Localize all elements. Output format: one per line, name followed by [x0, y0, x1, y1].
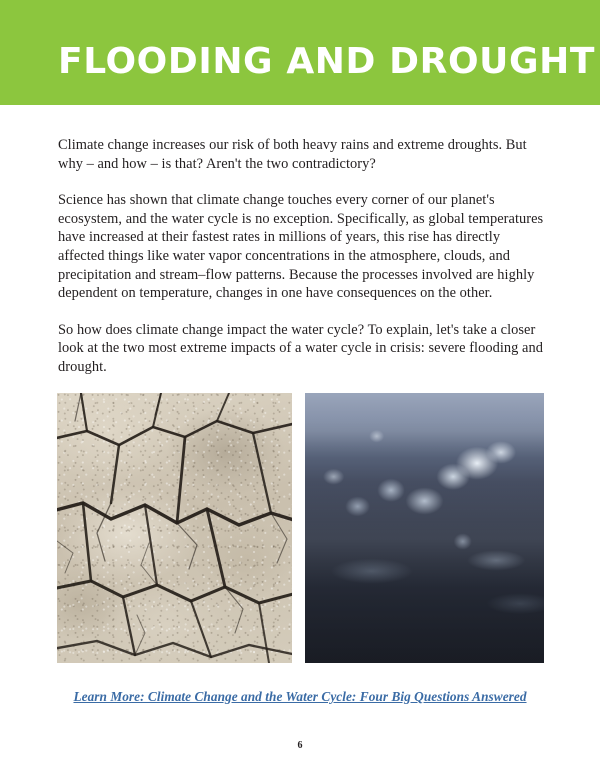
paragraph-intro: Climate change increases our risk of both heavy rains and extreme droughts. But why – and how – is that? Aren't the two contradictory? [58, 137, 527, 172]
learn-more-row [0, 688, 600, 706]
drought-photo-surface [57, 393, 292, 663]
drought-photo [57, 393, 292, 663]
paragraph-impacts: So how does climate change impact the water cycle? To explain, let's take a closer look at the two most extreme impacts of a water cycle in crisis: severe flooding and drought. [58, 321, 543, 375]
flood-photo [305, 393, 544, 663]
figure-row [57, 393, 544, 663]
page-title: FLOODING AND DROUGHT [58, 41, 596, 82]
flood-photo-surface [305, 393, 544, 663]
page-number: 6 [297, 740, 303, 751]
header-band [0, 0, 600, 105]
paragraph-science: Science has shown that climate change touches every corner of our planet's ecosystem, and the water cycle is no exception. Specifically, as global temperatures have increased at their fastest rates in millions of years, this rise has directly affected things like water vapor concentrations in the atmosphere, clouds, and precipitation and stream–flow patterns. Because the processes involved are highly dependent on temperature, changes in one have consequences on the other. [58, 192, 544, 302]
learn-more-link[interactable]: Learn More: Climate Change and the Water Cycle: Four Big Questions Answered [73, 689, 527, 704]
article-body [58, 136, 544, 377]
crack-pattern-icon [57, 393, 292, 663]
